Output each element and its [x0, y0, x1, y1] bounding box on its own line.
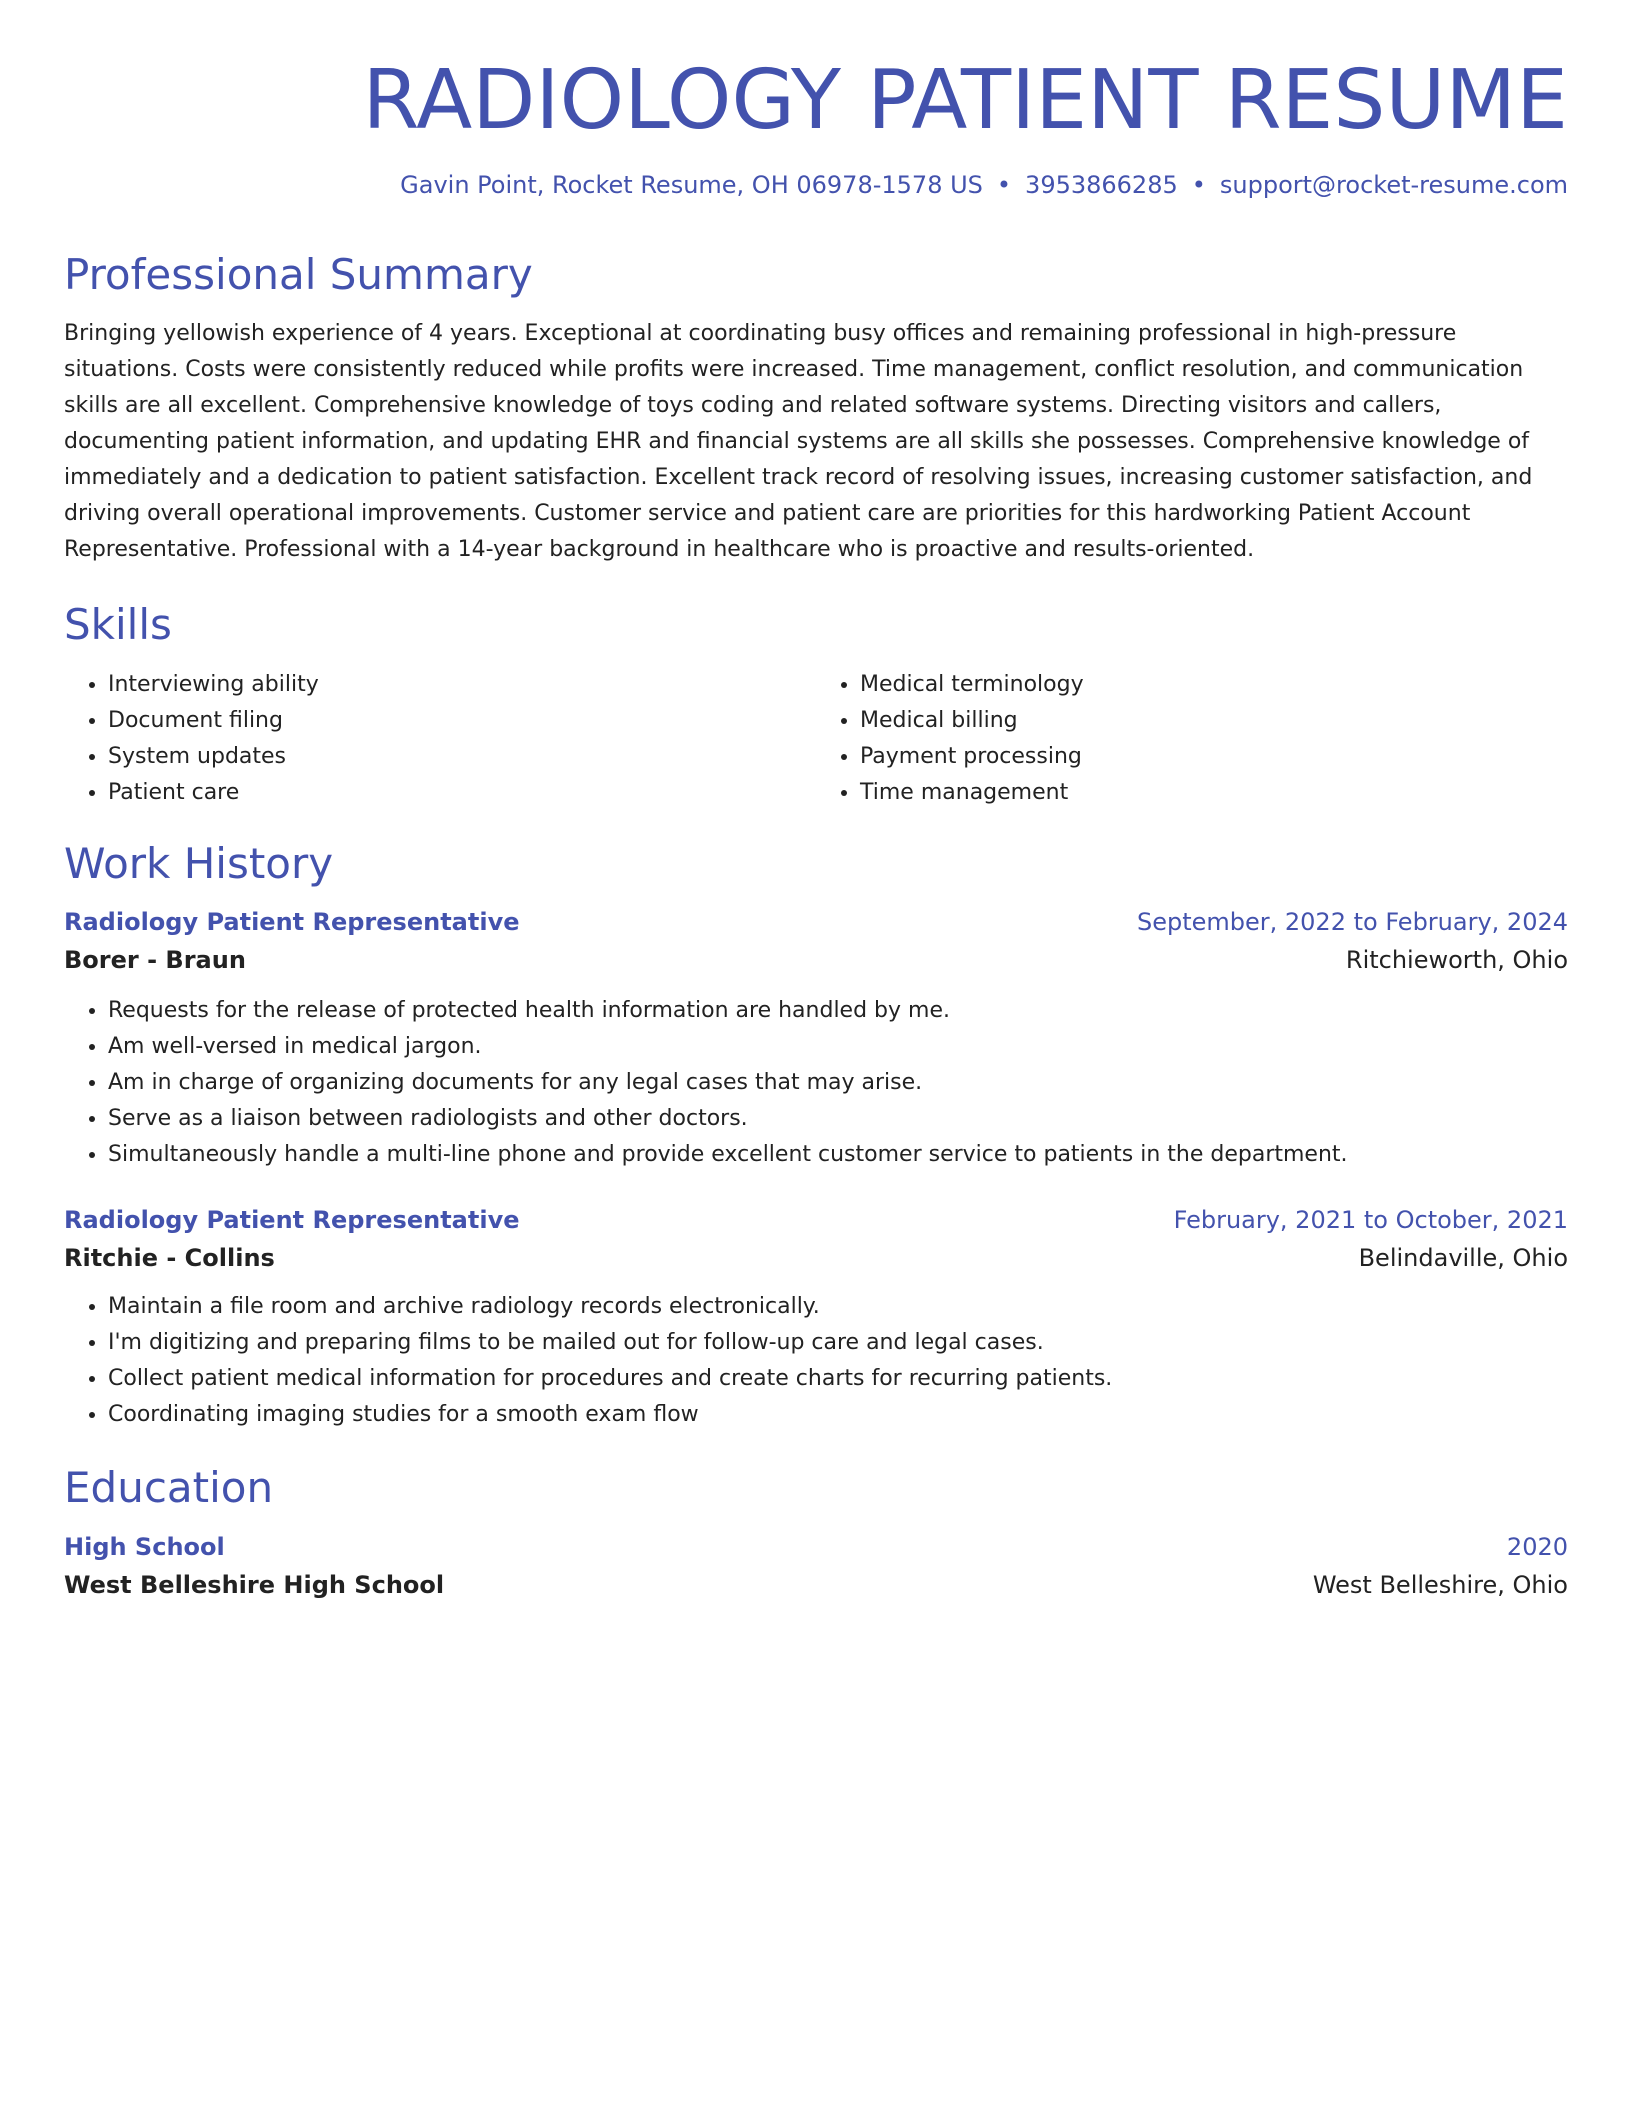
job-duty: • Serve as a liaison between radiologists and other doctors. — [108, 1101, 1568, 1137]
job-entry — [64, 903, 1568, 1173]
education-school: West Belleshire High School — [64, 1570, 445, 1599]
skill-item: • Document filing — [108, 703, 816, 739]
job-header — [64, 903, 1568, 941]
education-location: West Belleshire, Ohio — [1312, 1570, 1568, 1599]
education-school-row — [64, 1566, 1568, 1604]
contact-phone[interactable]: 3953866285 — [1025, 171, 1178, 200]
job-location: Ritchieworth, Ohio — [1345, 946, 1568, 975]
resume-page — [64, 0, 1568, 1604]
job-duty: • Coordinating imaging studies for a smooth exam flow — [108, 1397, 1568, 1433]
job-employer: Ritchie - Collins — [64, 1244, 275, 1273]
contact-line — [64, 170, 1568, 201]
skill-item: • Medical billing — [860, 703, 1568, 739]
job-title: Radiology Patient Representative — [64, 1206, 520, 1235]
skills-column-left — [64, 667, 816, 811]
job-duty: • Simultaneously handle a multi-line phone and provide excellent customer service to patients in the department. — [108, 1137, 1568, 1173]
summary-text: Bringing yellowish experience of 4 years. Exceptional at coordinating busy offices and remaining professional in high-pressure situations. Costs were consistently reduced while profits were increased. Time management, conflict resolution, and communication skills are all excellent. Comprehensive knowledge of toys coding and related software systems. Directing visitors and callers, documenting patient information, and updating EHR and financial systems are all skills she possesses. Comprehensive knowledge of immediately and a dedication to patient satisfaction. Excellent track record of resolving issues, increasing customer satisfaction, and driving overall operational improvements. Customer service and patient care are priorities for this hardworking Patient Account Representative. Professional with a 14-year background in healthcare who is proactive and results-oriented. — [64, 321, 1533, 563]
education-degree: High School — [64, 1532, 225, 1561]
resume-title: RADIOLOGY PATIENT RESUME — [362, 53, 1568, 148]
contact-separator: • — [1191, 171, 1206, 200]
job-dates: September, 2022 to February, 2024 — [1136, 908, 1568, 937]
skill-item: • Time management — [860, 775, 1568, 811]
skills-list — [64, 667, 1568, 811]
job-dates: February, 2021 to October, 2021 — [1173, 1206, 1568, 1235]
summary-heading: Professional Summary — [64, 249, 533, 299]
contact-address: Gavin Point, Rocket Resume, OH 06978-1578 US — [400, 171, 983, 200]
job-duty: • I'm digitizing and preparing films to be mailed out for follow-up care and legal cases. — [108, 1325, 1568, 1361]
skill-item: • Patient care — [108, 775, 816, 811]
education-year: 2020 — [1506, 1532, 1568, 1561]
job-duties — [64, 1289, 1568, 1433]
contact-separator: • — [996, 171, 1012, 200]
skill-item: • Medical terminology — [860, 667, 1568, 703]
job-employer-row — [64, 1239, 1568, 1277]
work-history-heading: Work History — [64, 838, 334, 888]
skill-item: • Interviewing ability — [108, 667, 816, 703]
job-employer: Borer - Braun — [64, 946, 246, 975]
job-header — [64, 1201, 1568, 1239]
education-heading: Education — [64, 1463, 274, 1513]
job-duty: • Am well-versed in medical jargon. — [108, 1029, 1568, 1065]
education-entry — [64, 1528, 1568, 1604]
job-entry — [64, 1201, 1568, 1433]
job-duty: • Am in charge of organizing documents for any legal cases that may arise. — [108, 1065, 1568, 1101]
skills-heading: Skills — [64, 600, 172, 650]
job-duties — [64, 993, 1568, 1173]
job-duty: • Requests for the release of protected health information are handled by me. — [108, 993, 1568, 1029]
job-employer-row — [64, 941, 1568, 979]
job-duty: • Maintain a file room and archive radiology records electronically. — [108, 1289, 1568, 1325]
contact-email[interactable]: support@rocket-resume.com — [1219, 171, 1568, 200]
education-header — [64, 1528, 1568, 1566]
job-duty: • Collect patient medical information for procedures and create charts for recurring patients. — [108, 1361, 1568, 1397]
job-title: Radiology Patient Representative — [64, 908, 520, 937]
skills-column-right — [816, 667, 1568, 811]
job-location: Belindaville, Ohio — [1358, 1244, 1568, 1273]
skill-item: • Payment processing — [860, 739, 1568, 775]
skill-item: • System updates — [108, 739, 816, 775]
